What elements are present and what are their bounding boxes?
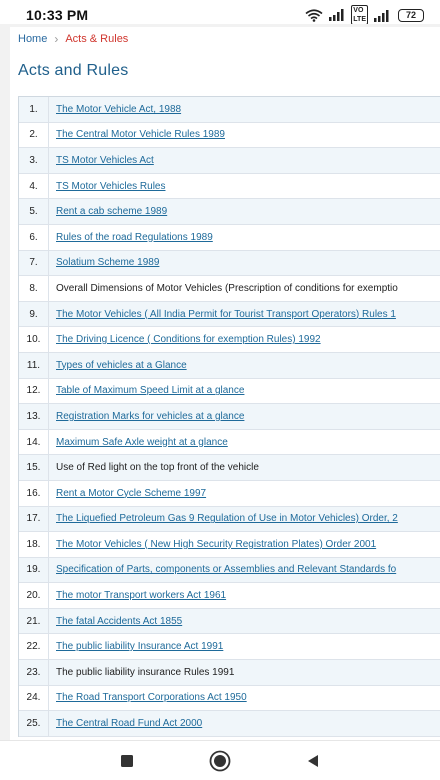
row-title-cell xyxy=(49,558,440,583)
row-number: 13. xyxy=(19,404,49,429)
row-title-cell xyxy=(49,199,440,224)
row-title-cell xyxy=(49,276,440,301)
row-title-cell xyxy=(49,455,440,480)
row-title-cell xyxy=(49,148,440,173)
row-title-cell xyxy=(49,634,440,659)
table-row[interactable] xyxy=(19,430,440,456)
row-title-cell xyxy=(49,225,440,250)
table-row[interactable] xyxy=(19,558,440,584)
table-row[interactable] xyxy=(19,174,440,200)
row-title-cell xyxy=(49,353,440,378)
row-title-cell xyxy=(49,660,440,685)
row-number: 23. xyxy=(19,660,49,685)
system-nav-bar xyxy=(0,740,440,780)
row-title-cell xyxy=(49,379,440,404)
row-title-cell xyxy=(49,302,440,327)
act-rule-link[interactable]: The Motor Vehicles ( All India Permit for Tourist Transport Operators) Rules 1 xyxy=(56,308,396,320)
table-row[interactable] xyxy=(19,97,440,123)
signal-4g-icon xyxy=(374,9,392,22)
wifi-icon xyxy=(305,9,323,22)
table-row[interactable] xyxy=(19,353,440,379)
table-row[interactable] xyxy=(19,199,440,225)
act-rule-link[interactable]: Rent a Motor Cycle Scheme 1997 xyxy=(56,487,207,499)
table-row[interactable] xyxy=(19,507,440,533)
row-number: 10. xyxy=(19,327,49,352)
row-title-cell xyxy=(49,583,440,608)
row-number: 20. xyxy=(19,583,49,608)
row-number: 4. xyxy=(19,174,49,199)
row-number: 18. xyxy=(19,532,49,557)
back-icon[interactable] xyxy=(293,746,333,776)
act-rule-link[interactable]: The Central Road Fund Act 2000 xyxy=(56,718,203,730)
breadcrumb-separator: › xyxy=(54,32,59,46)
table-row[interactable] xyxy=(19,404,440,430)
act-rule-link[interactable]: The public liability Insurance Act 1991 xyxy=(56,641,224,653)
table-row[interactable] xyxy=(19,481,440,507)
row-number: 9. xyxy=(19,302,49,327)
row-title-cell xyxy=(49,711,440,736)
row-title-cell xyxy=(49,174,440,199)
act-rule-link[interactable]: Solatium Scheme 1989 xyxy=(56,257,160,269)
row-title-cell xyxy=(49,507,440,532)
row-number: 22. xyxy=(19,634,49,659)
row-number: 3. xyxy=(19,148,49,173)
row-number: 19. xyxy=(19,558,49,583)
row-title-cell xyxy=(49,97,440,122)
table-row[interactable] xyxy=(19,302,440,328)
row-number: 11. xyxy=(19,353,49,378)
table-row[interactable] xyxy=(19,379,440,405)
row-number: 6. xyxy=(19,225,49,250)
acts-rules-table xyxy=(18,96,440,737)
page xyxy=(0,24,440,740)
act-rule-link[interactable]: The motor Transport workers Act 1961 xyxy=(56,590,227,602)
act-rule-link[interactable]: TS Motor Vehicles Act xyxy=(56,154,154,166)
battery-icon: 72 xyxy=(398,9,424,22)
act-rule-link[interactable]: Registration Marks for vehicles at a glance xyxy=(56,410,245,422)
volte-icon: VO LTE xyxy=(353,7,366,23)
table-row[interactable] xyxy=(19,686,440,712)
act-rule-link[interactable]: Types of vehicles at a Glance xyxy=(56,359,187,371)
row-number: 12. xyxy=(19,379,49,404)
row-number: 5. xyxy=(19,199,49,224)
status-time: 10:33 PM xyxy=(26,7,89,23)
table-row[interactable] xyxy=(19,327,440,353)
act-rule-link[interactable]: The fatal Accidents Act 1855 xyxy=(56,615,183,627)
signal-icon xyxy=(329,9,345,21)
act-rule-link[interactable]: The Driving Licence ( Conditions for exemption Rules) 1992 xyxy=(56,334,321,346)
page-title: Acts and Rules xyxy=(18,62,129,79)
table-row xyxy=(19,455,440,481)
table-row[interactable] xyxy=(19,225,440,251)
row-title-cell xyxy=(49,123,440,148)
table-row[interactable] xyxy=(19,532,440,558)
row-number: 21. xyxy=(19,609,49,634)
act-rule-link[interactable]: Maximum Safe Axle weight at a glance xyxy=(56,436,228,448)
act-rule-link[interactable]: Rent a cab scheme 1989 xyxy=(56,206,168,218)
act-rule-link[interactable]: The Motor Vehicles ( New High Security Registration Plates) Order 2001 xyxy=(56,538,377,550)
act-rule-text: Overall Dimensions of Motor Vehicles (Prescription of conditions for exemptio xyxy=(56,282,398,294)
main-content xyxy=(10,51,440,740)
table-row[interactable] xyxy=(19,711,440,737)
row-title-cell xyxy=(49,481,440,506)
row-number: 17. xyxy=(19,507,49,532)
row-title-cell xyxy=(49,327,440,352)
act-rule-link[interactable]: The Motor Vehicle Act, 1988 xyxy=(56,103,182,115)
row-number: 15. xyxy=(19,455,49,480)
breadcrumb-current: Acts & Rules xyxy=(65,33,129,45)
row-title-cell xyxy=(49,251,440,276)
recents-icon[interactable] xyxy=(107,746,147,776)
row-number: 2. xyxy=(19,123,49,148)
act-rule-link[interactable]: The Road Transport Corporations Act 1950 xyxy=(56,692,247,704)
row-number: 1. xyxy=(19,97,49,122)
home-circle-icon[interactable] xyxy=(200,746,240,776)
table-row[interactable] xyxy=(19,609,440,635)
row-number: 25. xyxy=(19,711,49,736)
breadcrumb xyxy=(10,27,440,51)
table-row xyxy=(19,276,440,302)
table-row[interactable] xyxy=(19,634,440,660)
breadcrumb-home-link[interactable]: Home xyxy=(18,33,48,45)
row-number: 14. xyxy=(19,430,49,455)
act-rule-link[interactable]: Specification of Parts, components or Assemblies and Relevant Standards fo xyxy=(56,564,397,576)
act-rule-link[interactable]: Rules of the road Regulations 1989 xyxy=(56,231,213,243)
table-row[interactable] xyxy=(19,123,440,149)
act-rule-link[interactable]: TS Motor Vehicles Rules xyxy=(56,180,166,192)
table-row xyxy=(19,660,440,686)
row-title-cell xyxy=(49,609,440,634)
row-title-cell xyxy=(49,532,440,557)
status-icons xyxy=(305,5,424,25)
act-rule-link[interactable]: The Central Motor Vehicle Rules 1989 xyxy=(56,129,225,141)
act-rule-text: Use of Red light on the top front of the vehicle xyxy=(56,462,259,474)
act-rule-link[interactable]: Table of Maximum Speed Limit at a glance xyxy=(56,385,245,397)
row-title-cell xyxy=(49,686,440,711)
act-rule-text: The public liability insurance Rules 1991 xyxy=(56,666,235,678)
table-row[interactable] xyxy=(19,148,440,174)
row-title-cell xyxy=(49,430,440,455)
table-row[interactable] xyxy=(19,583,440,609)
row-number: 16. xyxy=(19,481,49,506)
row-number: 8. xyxy=(19,276,49,301)
table-row[interactable] xyxy=(19,251,440,277)
act-rule-link[interactable]: The Liquefied Petroleum Gas 9 Regulation of Use in Motor Vehicles) Order, 2 xyxy=(56,513,398,525)
row-number: 24. xyxy=(19,686,49,711)
row-title-cell xyxy=(49,404,440,429)
row-number: 7. xyxy=(19,251,49,276)
